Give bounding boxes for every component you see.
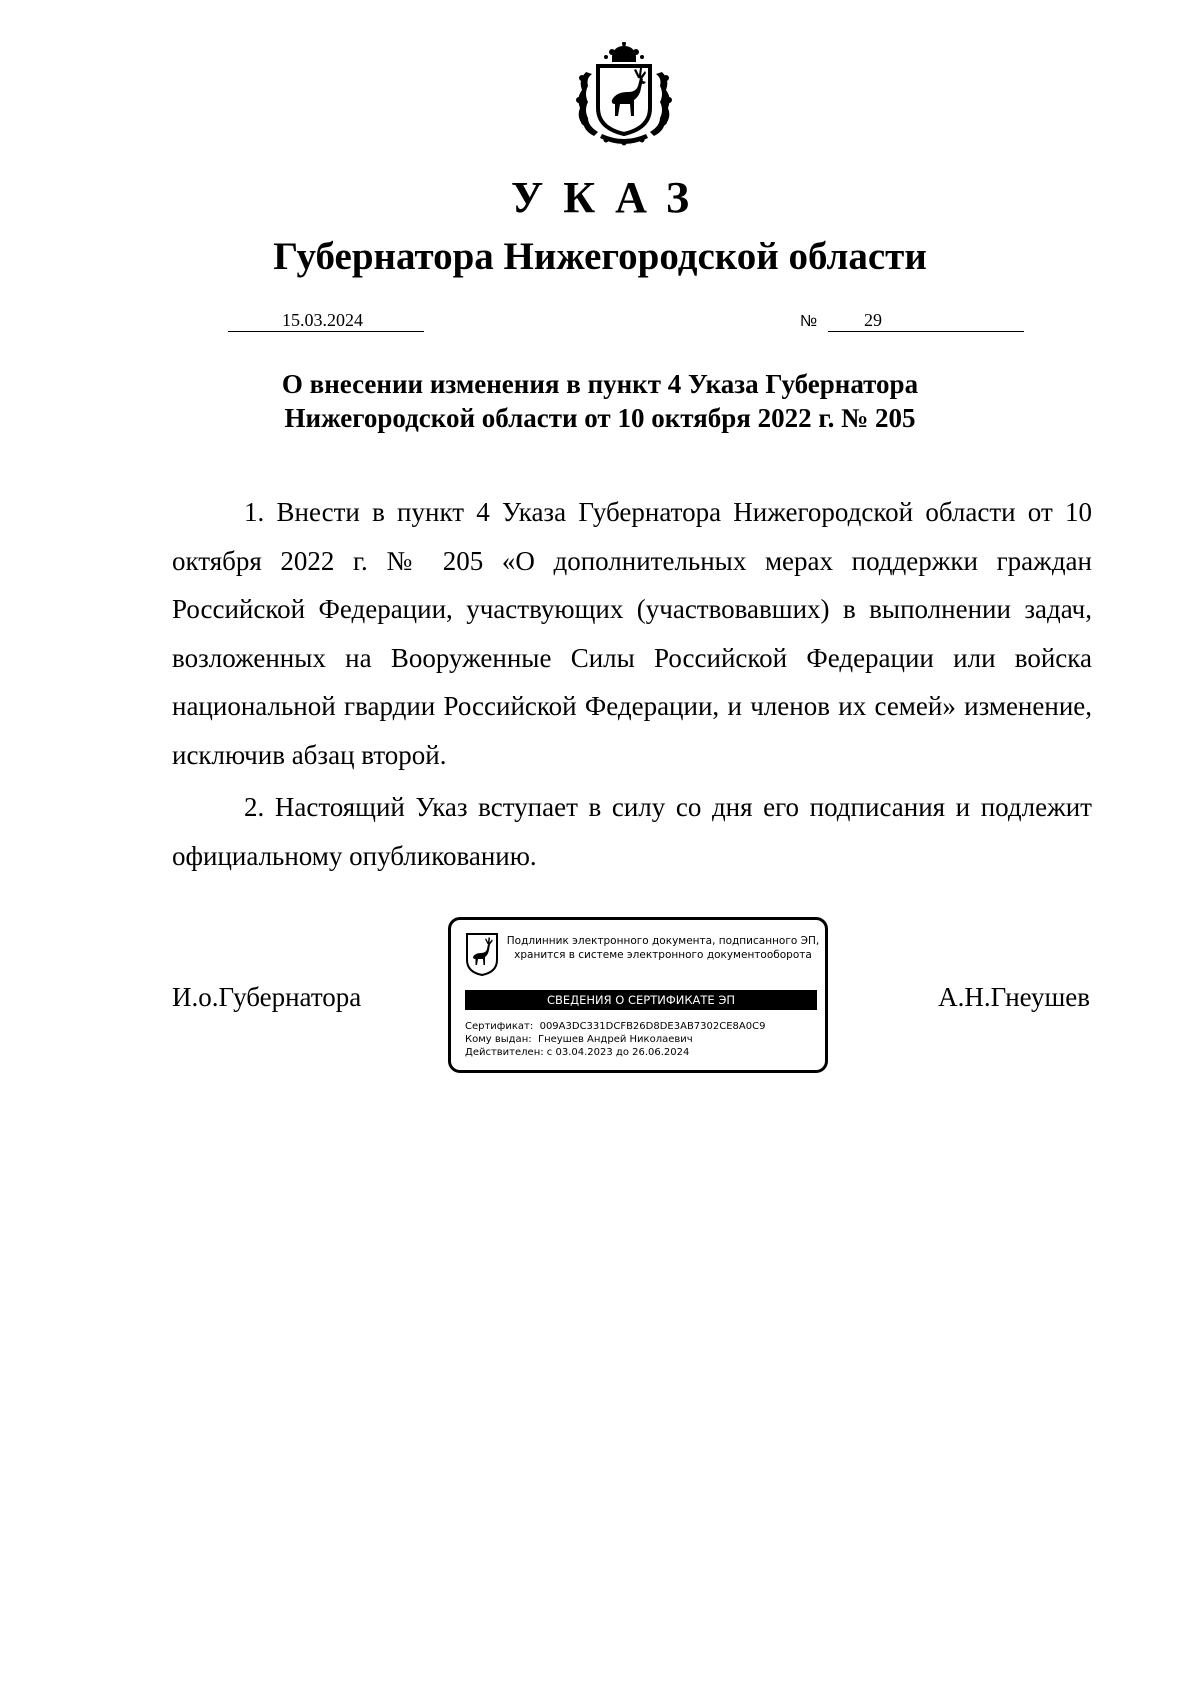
issued-to-value: Гнеушев Андрей Николаевич [537,1034,693,1045]
paragraph-2 [172,783,1092,880]
certificate-details [465,1020,821,1059]
subject-line-2: Нижегородской области от 10 октября 2022 г. № 205 [284,403,916,433]
validity-value: с 03.04.2023 до 26.06.2024 [546,1047,690,1058]
certificate-label: Сертификат: [465,1021,534,1032]
certificate-info-bar: СВЕДЕНИЯ О СЕРТИФИКАТЕ ЭП [465,990,817,1010]
signer-name: А.Н.Гнеушев [938,982,1090,1012]
deer-shield-icon [465,932,499,976]
number-underline [828,331,1024,332]
validity-row [465,1046,821,1059]
paragraph-1 [172,488,1092,779]
issued-to-row [465,1033,821,1046]
document-type-heading: УКАЗ [510,173,710,222]
document-date: 15.03.2024 [282,310,363,330]
date-underline [228,331,424,332]
stamp-note-line-1: Подлинник электронного документа, подписанного ЭП, [506,935,820,947]
coat-of-arms-icon [572,42,676,146]
issuing-authority-heading: Губернатора Нижегородской области [273,235,927,278]
number-sign-label: № [800,313,818,330]
certificate-row [465,1020,821,1033]
paragraph-2-text: 2. Настоящий Указ вступает в силу со дня его подписания и подлежит официальному опубликованию. [172,792,1092,871]
stamp-note [505,934,821,962]
document-subject [0,367,1200,435]
document-number: 29 [864,310,882,330]
signer-title: И.о.Губернатора [172,982,362,1012]
validity-label: Действителен: [465,1047,544,1058]
subject-line-1: О внесении изменения в пункт 4 Указа Губернатора [281,369,919,399]
paragraph-1-text: 1. Внести в пункт 4 Указа Губернатора Нижегородской области от 10 октября 2022 г. № 205 «О дополнительных мерах поддержки граждан Российской Федерации, участвующих (участвовавших) в выполнении задач, возложенных на Вооруженные Силы Российской Федерации или войска национальной гвардии Российской Федерации, и членов их семей» изменение, исключив абзац второй. [172,497,1092,770]
e-signature-stamp [448,917,828,1073]
stamp-note-line-2: хранится в системе электронного документооборота [514,949,812,961]
issued-to-label: Кому выдан: [465,1034,532,1045]
certificate-value: 009A3DC331DCFB26D8DE3AB7302CE8A0C9 [539,1021,766,1032]
